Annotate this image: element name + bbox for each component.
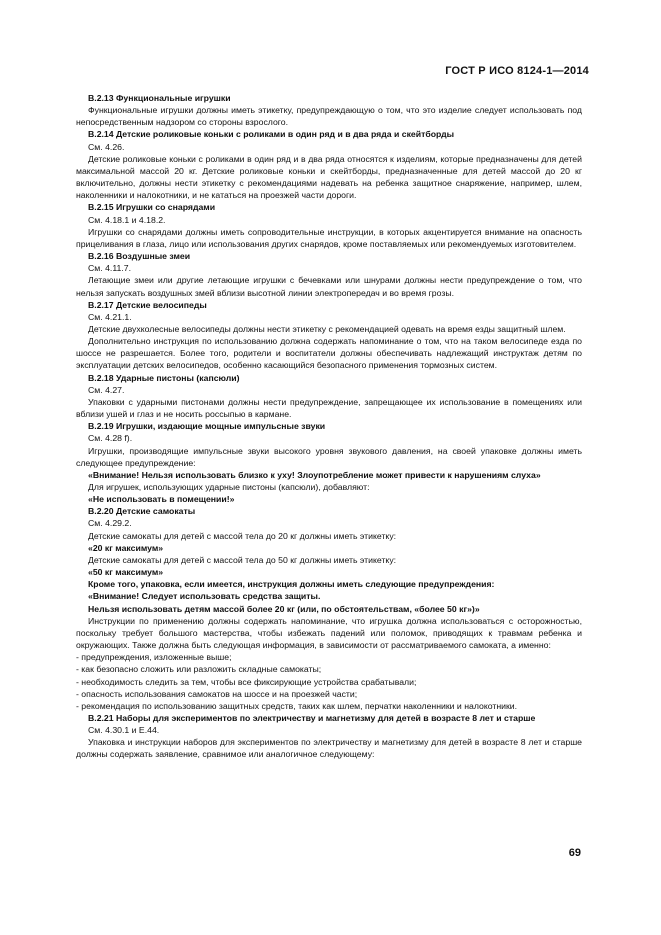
warning-text: «20 кг максимум» xyxy=(88,542,164,553)
page-number: 69 xyxy=(568,847,581,859)
body-paragraph: Игрушки, производящие импульсные звуки высокого уровня звукового давления, на своей упаковке должны иметь следующее предупреждение: xyxy=(76,445,582,468)
body-paragraph: Детские самокаты для детей с массой тела до 20 кг должны иметь этикетку: xyxy=(88,530,397,541)
section-heading: В.2.21 Наборы для экспериментов по электричеству и магнетизму для детей в возрасте 8 лет и старше xyxy=(88,712,536,723)
cross-reference: См. 4.29.2. xyxy=(88,518,132,529)
cross-reference: См. 4.30.1 и Е.44. xyxy=(88,725,160,736)
cross-reference: См. 4.27. xyxy=(88,384,125,395)
warning-text: «50 кг максимум» xyxy=(88,567,164,578)
body-paragraph: Упаковки с ударными пистонами должны нести предупреждение, запрещающее их использование в помещениях или вблизи ушей и глаз и не носить россыпью в кармане. xyxy=(76,396,582,420)
cross-reference: См. 4.28 f). xyxy=(88,433,133,444)
warning-text: «Внимание! Нельзя использовать близко к уху! Злоупотребление может привести к нарушениям слуха» xyxy=(88,469,541,480)
body-paragraph: Инструкции по применению должны содержать напоминание, что игрушка должна использоваться с осторожностью, поскольку требует большого мастерства, чтобы избежать падений или поломок, приводящих к травмам ребенка и окружающих. Также должна быть следующая информация, в зависимости от рассматриваемого самоката, а именно: xyxy=(76,615,582,651)
section-heading: В.2.15 Игрушки со снарядами xyxy=(88,202,216,213)
warning-text: Нельзя использовать детям массой более 20 кг (или, по обстоятельствам, «более 50 кг»)» xyxy=(88,603,480,614)
body-paragraph: Детские роликовые коньки с роликами в один ряд и в два ряда относятся к изделиям, которые предназначены для детей максимальной массой 20 кг. Детские роликовые коньки и скейтборды, предназначенные для детей массой до 20 кг включительно, должны нести этикетку с рекомендациями надевать на ребенка защитное снаряжение, например, шлем, наколенники и налокотники, и не кататься на проезжей части дороги. xyxy=(76,153,582,201)
section-heading: В.2.14 Детские роликовые коньки с роликами в один ряд и в два ряда и скейтборды xyxy=(88,129,455,140)
warning-text: Кроме того, упаковка, если имеется, инструкция должны иметь следующие предупреждения: xyxy=(88,579,495,590)
document-header: ГОСТ Р ИСО 8124-1—2014 xyxy=(445,65,589,77)
section-heading: В.2.16 Воздушные змеи xyxy=(88,251,191,262)
list-item: - рекомендация по использованию защитных средств, таких как шлем, перчатки наколенники и налокотники. xyxy=(76,700,518,711)
section-heading: В.2.18 Ударные пистоны (капсюли) xyxy=(88,372,240,383)
list-item: - опасность использования самокатов на шоссе и на проезжей части; xyxy=(76,688,358,699)
body-paragraph: Дополнительно инструкция по использованию должна содержать напоминание о том, что на таком велосипеде езда по шоссе не разрешается. Более того, родители и воспитатели должны обеспечивать надлежащий инструктаж детям по эксплуатации детских велосипедов, особенно касающийся безопасного применения тормозных систем. xyxy=(76,336,582,371)
cross-reference: См. 4.11.7. xyxy=(88,263,131,274)
list-item: - необходимость следить за тем, чтобы все фиксирующие устройства срабатывали; xyxy=(76,676,417,687)
cross-reference: См. 4.26. xyxy=(88,141,125,152)
warning-text: «Внимание! Следует использовать средства защиты. xyxy=(88,591,321,602)
body-paragraph: Для игрушек, использующих ударные пистоны (капсюли), добавляют: xyxy=(88,482,370,492)
list-item: - предупреждения, изложенные выше; xyxy=(76,652,232,663)
warning-text: «Не использовать в помещении!» xyxy=(88,494,235,505)
body-paragraph: Летающие змеи или другие летающие игрушки с бечевками или шнурами должны нести предупреждение о том, что нельзя запускать воздушных змей вблизи высотной линии электропередач и во время грозы. xyxy=(76,275,582,298)
list-item: - как безопасно сложить или разложить складные самокаты; xyxy=(76,664,322,675)
section-heading: В.2.20 Детские самокаты xyxy=(88,506,196,517)
cross-reference: См. 4.18.1 и 4.18.2. xyxy=(88,214,166,225)
body-paragraph: Игрушки со снарядами должны иметь сопроводительные инструкции, в которых акцентируется внимание на опасность прицеливания в глаза, лицо или использования других снарядов, кроме поставляемых или рекомендуемых изготовителем. xyxy=(76,226,582,249)
section-heading: В.2.19 Игрушки, издающие мощные импульсные звуки xyxy=(88,421,326,432)
section-heading: В.2.13 Функциональные игрушки xyxy=(88,93,231,103)
document-body xyxy=(76,92,582,761)
section-heading: В.2.17 Детские велосипеды xyxy=(88,299,207,310)
body-paragraph: Детские самокаты для детей с массой тела до 50 кг должны иметь этикетку: xyxy=(88,554,397,565)
body-paragraph: Детские двухколесные велосипеды должны нести этикетку с рекомендацией одевать на время езды защитный шлем. xyxy=(88,323,566,334)
cross-reference: См. 4.21.1. xyxy=(88,311,132,322)
body-paragraph: Функциональные игрушки должны иметь этикетку, предупреждающую о том, что это изделие следует использовать под непосредственным надзором со стороны взрослого. xyxy=(76,105,582,128)
body-paragraph: Упаковка и инструкции наборов для экспериментов по электричеству и магнетизму для детей в возрасте 8 лет и старше должны содержать заявление, сравнимое или аналогичное следующему: xyxy=(76,737,582,760)
